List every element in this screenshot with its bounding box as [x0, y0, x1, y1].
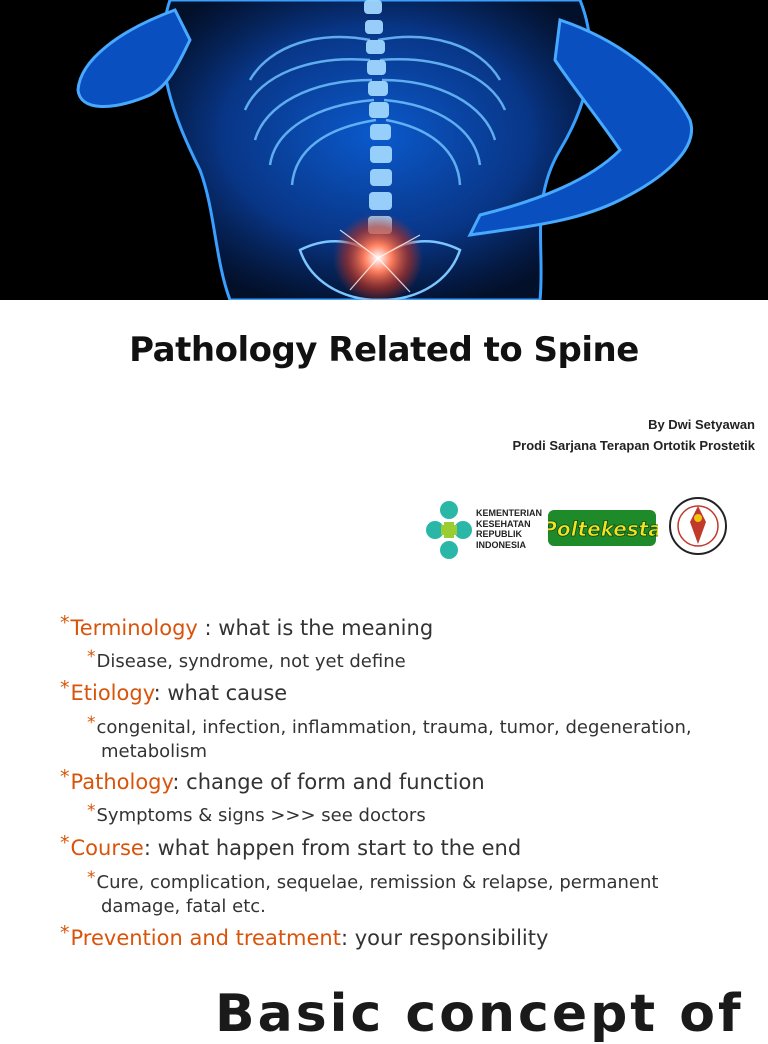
author-name: By Dwi Setyawan [648, 417, 755, 432]
bullet-pathology [60, 766, 485, 794]
kemenkes-line: INDONESIA [476, 539, 527, 550]
bullet-star-icon: * [60, 612, 70, 634]
bullet-key: Course [70, 836, 144, 860]
bullet-star-icon: * [60, 677, 70, 699]
bullet-terminology [60, 612, 434, 640]
kemenkes-text [476, 508, 542, 550]
program-name: Prodi Sarjana Terapan Ortotik Prostetik [512, 438, 755, 453]
kemenkes-line: KEMENTERIAN [476, 508, 543, 518]
next-slide-title: Basic concept of [215, 984, 744, 1044]
bullet-star-icon: * [60, 922, 70, 944]
bullet-course [60, 832, 522, 860]
bullet-key: Etiology [70, 681, 154, 705]
bullet-star-icon: * [87, 801, 96, 821]
sub-bullet-course [87, 868, 741, 919]
kemenkes-line: KESEHATAN [476, 518, 531, 529]
sub-bullet-pathology [87, 801, 426, 828]
sub-bullet-terminology [87, 647, 406, 674]
bullet-star-icon: * [87, 868, 96, 888]
bullet-text: : what is the meaning [197, 616, 434, 640]
sub-bullet-etiology [87, 713, 766, 764]
bullet-key: Pathology [70, 770, 173, 794]
sub-bullet-text: Disease, syndrome, not yet define [96, 651, 406, 672]
bullet-text: : what cause [153, 681, 288, 705]
bullet-etiology [60, 677, 288, 705]
logo-strip [416, 486, 736, 576]
bullet-star-icon: * [87, 713, 96, 733]
spine-illustration [0, 0, 768, 300]
sub-bullet-text: Symptoms & signs >>> see doctors [96, 805, 426, 826]
kemenkes-logo [424, 496, 544, 566]
hero-image [0, 0, 768, 300]
poltekesta-wordmark: Poltekesta [548, 517, 658, 541]
sub-bullet-text: congenital, infection, inflammation, trauma, tumor, degeneration, metabolism [96, 717, 692, 762]
bullet-prevention [60, 922, 549, 950]
kemenkes-emblem-icon [424, 496, 474, 566]
bullet-star-icon: * [60, 766, 70, 788]
bullet-key: Prevention and treatment [70, 926, 341, 950]
bullet-text: : change of form and function [172, 770, 485, 794]
poltekkes-seal-logo [668, 488, 728, 564]
sub-bullet-text: Cure, complication, sequelae, remission & relapse, permanent damage, fatal etc. [96, 872, 659, 917]
poltekesta-logo [548, 500, 658, 560]
bullet-star-icon: * [87, 647, 96, 667]
bullet-key: Terminology [70, 616, 198, 640]
page-title: Pathology Related to Spine [129, 330, 639, 370]
bullet-text: : your responsibility [340, 926, 549, 950]
bullet-star-icon: * [60, 832, 70, 854]
kemenkes-line: REPUBLIK [476, 529, 523, 539]
byline [513, 414, 756, 456]
bullet-text: : what happen from start to the end [143, 836, 522, 860]
